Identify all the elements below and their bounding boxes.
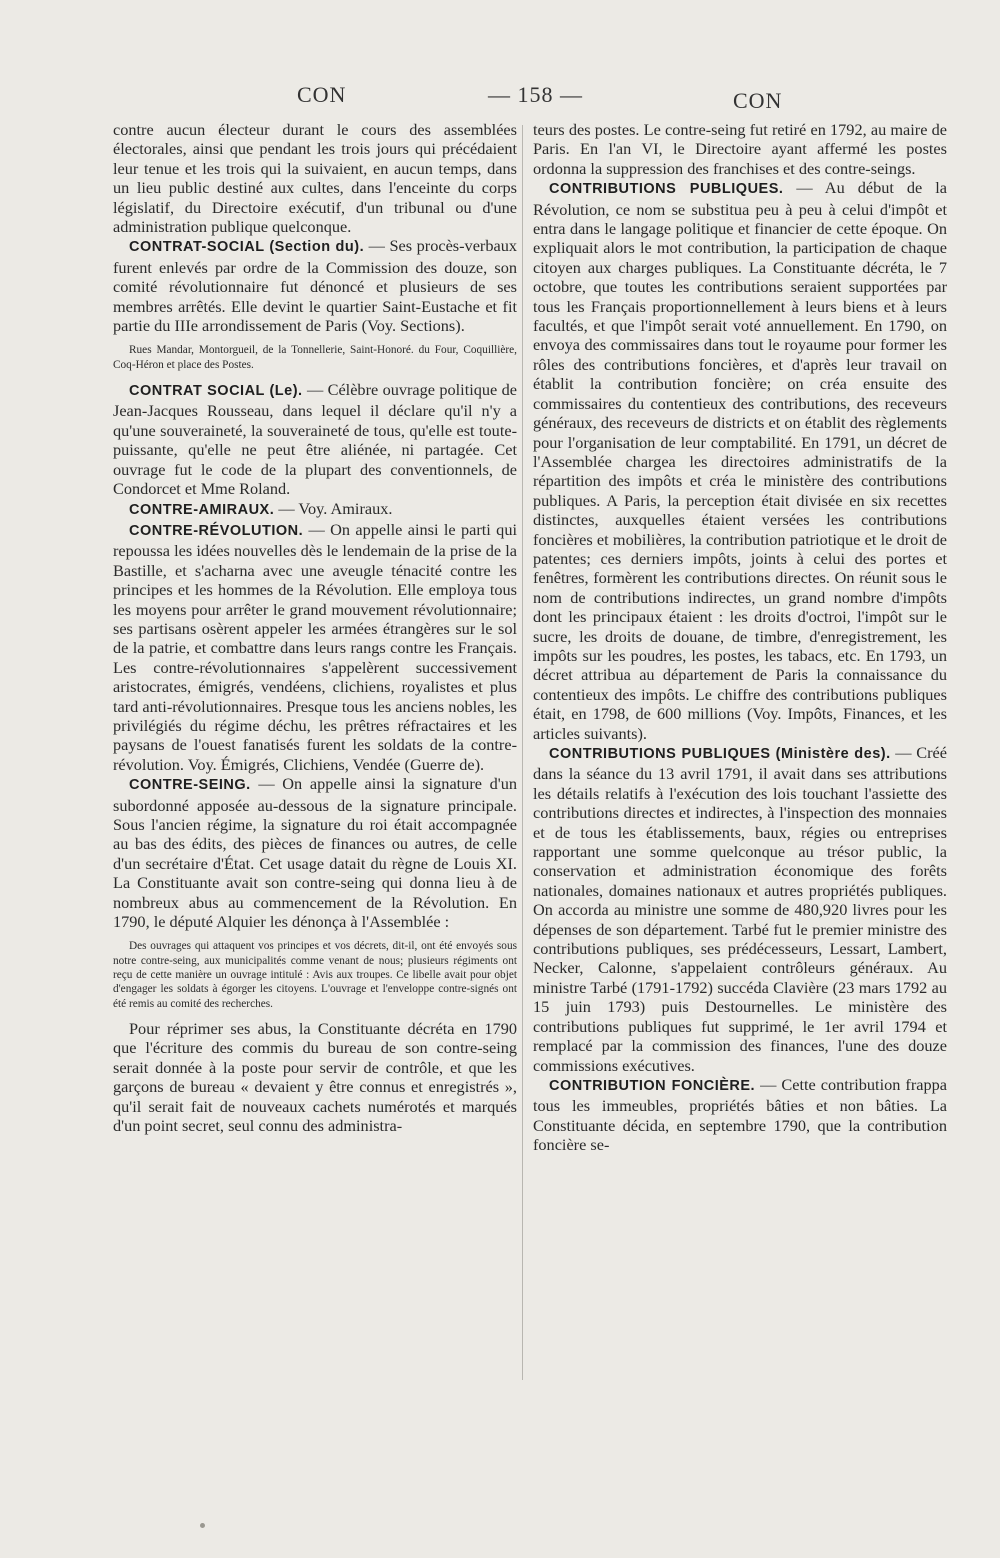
dictionary-entry: [113, 380, 517, 498]
dictionary-entry: [113, 236, 517, 335]
entry-body: — On appelle ainsi la signature d'un subordonné apposée au-dessous de la signature principale. Sous l'ancien régime, la signature du roi était accompagnée au bas des édits, des pièces de finances ou autres, de celle d'un secrétaire d'État. Cet usage datait du règne de Louis XI. La Constituante avait son contre-seing qui donna lieu à de nombreux abus au commencement de la Révolution. En 1790, le député Alquier les dénonça à l'Assemblée :: [113, 774, 517, 932]
paragraph: [113, 120, 517, 236]
paragraph: [113, 1019, 517, 1135]
entry-body: teurs des postes. Le contre-seing fut retiré en 1792, au maire de Paris. En l'an VI, le Directoire ayant affermé les postes ordonna la suppression des franchises et des contre-seings.: [533, 120, 947, 178]
entry-body: — Créé dans la séance du 13 avril 1791, il avait dans ses attributions les détails relatifs à l'exécution des lois touchant l'assiette des contributions directes et indirectes, à l'inspection des monnaies et de tous les établissements, baux, régies ou entreprises rapportant une somme quelconque au trésor public, la conservation et administration économique des forêts nationales, domaines nationaux et autres propriétés publiques. On accorda au ministre une somme de 480,920 livres pour les dépenses de son département. Tarbé fut le premier ministre des contributions publiques, ses prédécesseurs, Lessart, Lambert, Necker, Calonne, s'appelaient contrôleurs généraux. Au ministre Tarbé (1791-1792) succéda Clavière (23 mars 1792 au 15 juin 1793) puis Destournelles. Le ministère des contributions publiques fut supprimé, le 1er avril 1794 et remplacé par la commission des finances, l'une des douze commissions exécutives.: [533, 743, 947, 1075]
entry-headword: CONTRAT SOCIAL (Le).: [129, 383, 303, 400]
entry-headword: CONTRIBUTIONS PUBLIQUES (Ministère des).: [549, 746, 891, 762]
dictionary-entry: [533, 178, 947, 743]
entry-body: — Célèbre ouvrage politique de Jean-Jacques Rousseau, dans lequel il déclare qu'il n'y a qu'une souveraineté, la souveraineté de tous, qu'elle est toute-puissante, qu'elle ne peut être aliénée, ni partagée. Cet ouvrage fut le code de la plupart des conventionnels, de Condorcet et Mme Roland.: [113, 380, 517, 499]
entry-body: — Voy. Amiraux.: [274, 498, 393, 518]
entry-headword: CONTRE-AMIRAUX.: [129, 501, 275, 518]
page-number: — 158 —: [488, 82, 583, 107]
dictionary-entry: [533, 1075, 947, 1155]
dictionary-entry: [533, 743, 947, 1075]
entry-body: — Ses procès-verbaux furent enlevés par ordre de la Commission des douze, son comité révolutionnaire fut dénoncé et plusieurs de ses membres arrêtés. Elle devint le quartier Saint-Eustache et fit partie du IIIe arrondissement de Paris (Voy. Sections).: [113, 236, 517, 336]
column-divider: [522, 125, 523, 1380]
dictionary-entry: [113, 499, 517, 520]
paragraph: [533, 120, 947, 178]
entry-headword: CONTRE-SEING.: [129, 777, 251, 794]
entry-body: — Cette contribution frappa tous les immeubles, propriétés bâties et non bâties. La Constituante décida, en septembre 1790, que la contribution foncière se-: [533, 1074, 947, 1155]
dictionary-entry: [113, 774, 517, 931]
entry-headword: CONTRAT-SOCIAL (Section du).: [129, 239, 365, 256]
entry-headword: CONTRIBUTIONS PUBLIQUES.: [549, 181, 784, 198]
paper-stain: [200, 1523, 205, 1528]
entry-body: contre aucun électeur durant le cours des assemblées électorales, ainsi que pendant les trois jours qui précédaient leur tenue et les trois qui la suivaient, en aucun temps, dans un lieu public destiné aux cultes, dans l'enceinte du corps législatif, du Directoire exécutif, d'un tribunal ou d'une administration publique quelconque.: [113, 120, 517, 237]
note-text: Des ouvrages qui attaquent vos principes et vos décrets, dit-il, ont été envoyés sous notre contre-seing, aux municipalités comme venant de nous; plusieurs régiments ont reçu de cette manière un ouvrage intitulé : Avis aux troupes. Ce libelle avait pour objet d'engager les soldats à égorger les citoyens. L'ouvrage et l'enveloppe contre-signés ont été remis au comité des recherches.: [113, 940, 517, 1010]
entry-body: Pour réprimer ses abus, la Constituante décréta en 1790 que l'écriture des commis du bureau de son contre-seing serait donnée à la poste pour servir de contrôle, et que les garçons de bureau « devaient y être connus et enregistrés », qu'il serait fait de nouveaux cachets numérotés et marqués d'un point secret, seul connu des administra-: [113, 1018, 517, 1135]
page-header: [0, 82, 1000, 112]
entry-headword: CONTRIBUTION FONCIÈRE.: [549, 1077, 756, 1094]
left-column: [113, 120, 517, 1390]
note-text: Rues Mandar, Montorgueil, de la Tonnellerie, Saint-Honoré. du Four, Coquillière, Coq-Héron et place des Postes.: [113, 344, 517, 371]
entry-body: — On appelle ainsi le parti qui repoussa les idées nouvelles dès le lendemain de la prise de la Bastille, et s'acharna avec une aveugle ténacité contre les principes et les hommes de la Révolution. Elle employa tous les moyens pour arrêter le grand mouvement révolutionnaire; ses partisans osèrent appeler les armées étrangères sur le sol de la patrie, et combattre dans leurs rangs contre les Français. Les contre-révolutionnaires s'appelèrent successivement aristocrates, émigrés, vendéens, clichiens, royalistes et plus tard anti-révolutionnaires. Presque tous les anciens nobles, les privilégiés du régime déchu, les prêtres réfractaires et les paysans de l'ouest fanatisés furent les soldats de la contre-révolution. Voy. Émigrés, Clichiens, Vendée (Guerre de).: [113, 519, 517, 774]
quotation-note: [113, 939, 517, 1010]
entry-headword: CONTRE-RÉVOLUTION.: [129, 522, 304, 539]
quotation-note: [113, 343, 517, 372]
right-column: [533, 120, 947, 1390]
entry-body: — Au début de la Révolution, ce nom se substitua peu à peu à celui d'impôt et entra dans le langage politique et financier de cette époque. On expliquait alors le mot contribution, la participation de chaque citoyen aux charges publiques. La Constituante décréta, le 7 octobre, que toutes les contributions seraient supportées par tous les Français proportionnellement à leurs biens et à leurs facultés, et que l'impôt serait voté annuellement. En 1790, on envoya des commissaires dans tout le royaume pour former les rôles des contributions foncières, et d'après leur travail on établit la contribution foncière; on créa ensuite des commissaires du contentieux des contributions, des receveurs généraux, des receveurs de districts et on établit des règlements pour l'organisation de leur comptabilité. En 1791, un décret de l'Assemblée chargea les directoires administratifs de la répartition des impôts et créa le ministère des contributions publiques. A Paris, la perception était divisée en six recettes distinctes, auxquelles étaient versées les contributions foncières et mobilières, la contribution patriotique et le droit de patentes; ces derniers impôts, joints à celui des portes et fenêtres, formèrent les contributions directes. On réunit sous le nom de contributions indirectes, un grand nombre d'impôts dont les principaux étaient : les droits d'octroi, l'impôt sur le sucre, les droits de douane, de timbre, d'enregistrement, les impôts sur les poudres, les postes, les tabacs, etc. En 1793, un décret attribua au département de Paris la connaissance du contentieux des impôts. Le chiffre des contributions publiques était, en 1798, de 600 millions (Voy. Impôts, Finances, et les articles suivants).: [533, 178, 947, 743]
header-left-keyword: CON: [297, 82, 347, 107]
dictionary-entry: [113, 520, 517, 774]
header-right-keyword: CON: [733, 88, 783, 113]
